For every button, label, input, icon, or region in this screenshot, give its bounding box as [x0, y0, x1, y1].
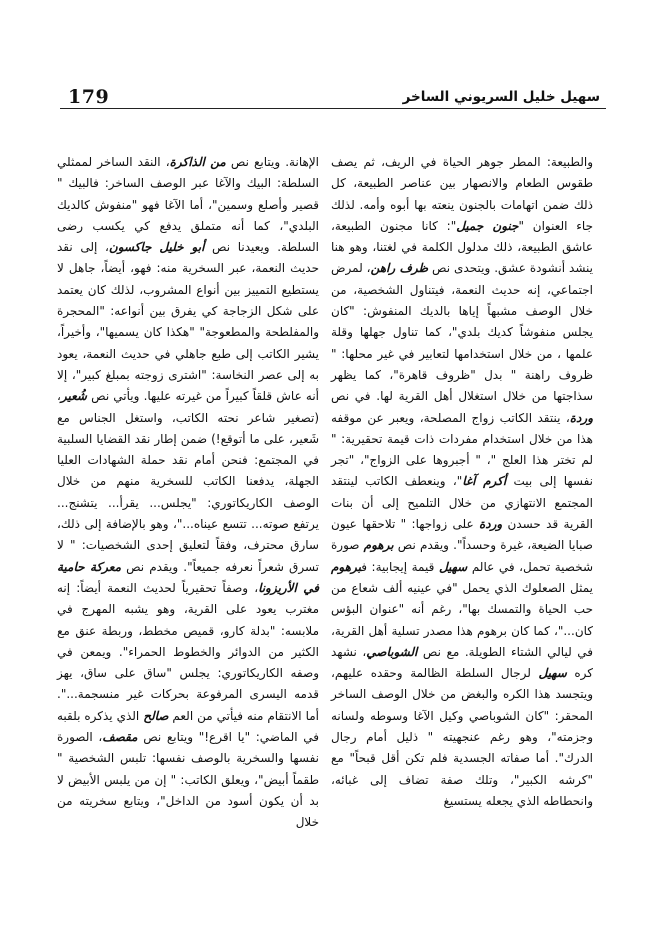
text-run: الإهانة. ويتابع نص: [225, 155, 319, 169]
emphasized-title: مقصف: [102, 730, 138, 745]
left-column: [57, 152, 320, 830]
text-run: يمثل الصعلوك الذي يحمل "في عينيه ألف شعاع من حب الحياة والتمسك بها"، رغم أنه "عنوان البؤس كان..."، كما كان برهوم هذا مصدر تسلية أهل القرية، في ليالي الشتاء الطويلة. مع نص: [331, 580, 594, 659]
emphasized-title: الشوباصي: [366, 644, 418, 659]
text-run: ، الصورة نفسها والسخرية بالوصف نفسها: تلبس الشخصية " طقماً أبيض"، ويعلق الكاتب: " إن من يلبس الأبيض لا بد أن يكون أسود من الداخل"، ويتابع سخريته من خلال: [57, 730, 319, 830]
emphasized-title: معركة حامية في الأريزونا: [57, 559, 319, 595]
text-run: ، (تصغير شاعر نحته الكاتب، واستغل الجناس مع شَعير، على ما أتوقع!) ضمن إطار نقد القضايا السلبية في المجتمع: فنحن أمام نقد حملة الشهادات العليا الجهلة، يدفعنا الكاتب للسخرية منهم من خلال الوصف الكاريكاتوري: "يجلس... يقرأ... يتشنج... يرتفع صوته... تتسع عيناه..."، وهو بالإضافة إلى ذلك، سارق محترف، وفقاً لتعليق إحدى الشخصيات: " لا تسرق شعراً نعرفه جميعاً". ويقدم نص: [57, 389, 319, 574]
emphasized-title: سهيل: [538, 666, 567, 681]
text-run: لرجال السلطة الظالمة وحقده عليهم، ويتجسد هذا الكره والبغض من خلال الوصف الساخر المحقر: "كان الشوباصي وكيل الآغا وسوطه ولسانه وجزمته"، وهو رغم عنجهيته " ذليل أمام رجال الدرك". أما صفاته الجسدية فلم تكن أقل قبحاً" مع "كرشه الكبير"، وتلك صفة تضاف إلى غبائه، وانحطاطه الذي يجعله يستسيغ: [331, 666, 593, 808]
emphasized-title: ظرف راهن: [370, 261, 429, 276]
text-run: والطبيعة: المطر جوهر الحياة في الريف، ثم يصف طقوس الطعام والانصهار بين عناصر الطبيعة، كل ذلك ضمن اتهامات بالجنون ينعته بها أبوه وأمه. لذلك جاء العنوان ": [331, 155, 593, 233]
text-run: على زواجها: " تلاحقها عيون صبايا الضيعة، غيرة وحسداً". ويقدم نص: [331, 517, 593, 553]
emphasized-title: برهوم: [363, 538, 394, 553]
text-run: ، نشهد كره: [331, 644, 594, 681]
emphasized-title: صالح: [143, 708, 169, 723]
emphasized-title: سهيل: [438, 559, 468, 574]
running-head: سهيل خليل السريوني الساخر: [402, 89, 600, 105]
emphasized-title: من الذاكرة: [169, 155, 226, 169]
right-column-paragraph: [331, 152, 593, 812]
left-column-paragraph: [57, 152, 319, 834]
right-column: [331, 152, 594, 808]
text-run: ، إلى نقد حديث النعمة، عبر السخرية منه: فهو، أيضاً، جاهل لا يستطيع التمييز بين أنواع المشروب، لذلك كان يعتمد على شكل الزجاجة كي يفرق بين أنواعه: "المحجرة والمفلطحة والمطعوجة" "هكذا كان يسميها"، وأخيراً، يشير الكاتب إلى طبع جاهلي في حديث النعمة، يعود به إلى عصر النخاسة: "اشترى زوجته بمبلغ كبير"، إلا أنه عاش قلقاً كبيراً من غيرته عليها. ويأتي نص: [57, 240, 319, 404]
text-run: ، ينتقد الكاتب زواج المصلحة، ويعبر عن موقفه هذا من خلال استخدام مفردات ذات قيمة تحقيرية: " لم تختر هذا العلج "، " أجبروها على الزواج"، "تجر نفسها إلى بيت: [331, 410, 594, 489]
text-run: ، وصفاً تحقيرياً لحديث النعمة أيضاً: إنه مغترب يعود على القرية، وهو يشبه المهرج في ملابسه: "بدلة كارو، قميص مخطط، وربطة عنق مع الكثير من الدوائر والخطوط الحمراء". ويمعن في وصفه الكاريكاتوري: يجلس "ساق على ساق، يهز قدمه اليسرى المرفوعة بحركات غير منسجمة...". أما الانتقام منه فيأتي من العم: [57, 580, 320, 723]
emphasized-title: شُعير: [60, 389, 87, 404]
text-run: ، النقد الساخر لممثلي السلطة: البيك والآغا عبر الوصف الساخر: فالبيك " قصير وأصلع وسمين"، أما الآغا فهو "منفوش كالديك البلدي"، كما أنه متملق يدفع كي يكسب رضى السلطة. ويعيدنا نص: [57, 155, 320, 255]
text-run: قيمة إيجابية: ف: [361, 559, 439, 574]
emphasized-title: أبو خليل جاكسون: [108, 240, 205, 255]
header-rule: [60, 108, 606, 109]
text-run: "، وينعطف الكاتب لينتقد المجتمع الانتهازي من خلال التلميح إلى أن بنات القرية قد حسدن: [331, 474, 593, 532]
emphasized-title: وردة: [478, 517, 503, 532]
text-run: ": كانا مجنون الطبيعة، عاشق الطبيعة، ذلك مدلول الكلمة في لغتنا، وهو هنا ينشد أنشودة عشق. ويتحدى نص: [331, 218, 593, 276]
emphasized-title: برهوم: [331, 559, 362, 574]
emphasized-title: جنون جميل: [456, 218, 519, 233]
emphasized-title: وردة: [569, 410, 593, 425]
text-run: الذي يذكره بلقبه في الماضي: "يا اقرع!" ويتابع نص: [57, 708, 319, 745]
page-header: [60, 86, 606, 110]
text-run: ، لمرض اجتماعي، إنه حديث النعمة، فيتناول الشخصية، من خلال الوصف مشبهاً إياها بالديك المنفوش: "كان يجلس منفوشاً كديك بلدي"، كما تناول جهلها وقلة علمها ، من خلال استخدامها لتعابير في غير محلها: " ظروف راهنة " بدل "ظروف قاهرة"، كما يظهر سذاجتها من خلال استغلال أهل القرية لها. في نص: [331, 261, 593, 404]
page-number: 179: [68, 86, 110, 108]
emphasized-title: أكرم آغا: [462, 474, 507, 489]
text-run: صورة شخصية تحمل، في عالم: [331, 538, 594, 574]
